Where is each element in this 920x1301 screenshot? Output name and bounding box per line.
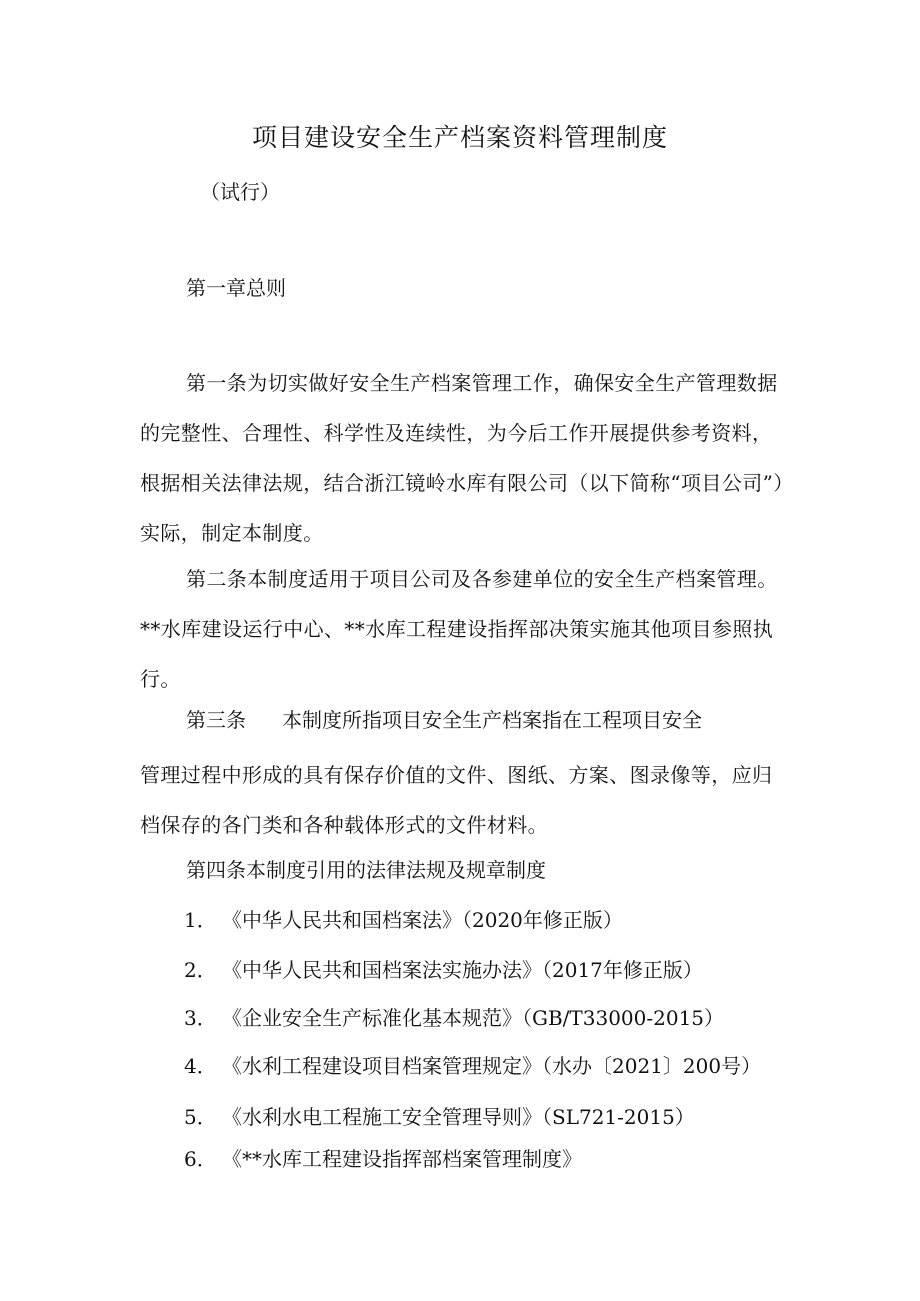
reference-item [184, 954, 703, 983]
chapter-heading: 第一章总则 [186, 276, 286, 300]
reference-text: 《中华人民共和国档案法实施办法》（2017年修正版） [222, 958, 703, 982]
reference-number: 2． [184, 958, 217, 982]
document-title: 项目建设安全生产档案资料管理制度 [251, 123, 668, 152]
document-subtitle: （试行） [200, 180, 280, 204]
reference-text: 《水利工程建设项目档案管理规定》（水办〔2021〕200号） [222, 1054, 762, 1078]
article-3-head-text: 本制度所指项目安全生产档案指在工程项目安全 [282, 708, 702, 732]
article-1: 第一条为切实做好安全生产档案管理工作，确保安全生产管理数据的完整性、合理性、科学性及连续性，为今后工作开展提供参考资料，根据相关法律法规，结合浙江镜岭水库有限公司（以下简称“项目公司”）实际，制定本制度。 [140, 371, 784, 545]
reference-text: 《企业安全生产标准化基本规范》（GB/T33000-2015） [222, 1006, 725, 1030]
article-3-body: 管理过程中形成的具有保存价值的文件、图纸、方案、图录像等，应归档保存的各门类和各种载体形式的文件材料。 [140, 763, 773, 837]
reference-number: 4． [184, 1054, 217, 1078]
reference-item [184, 1002, 724, 1031]
reference-number: 3． [184, 1006, 217, 1030]
reference-number: 1． [184, 908, 217, 932]
reference-item [184, 1143, 582, 1172]
reference-number: 5． [184, 1105, 217, 1129]
reference-number: 6． [184, 1147, 217, 1171]
reference-text: 《**水库工程建设指挥部档案管理制度》 [222, 1147, 582, 1171]
article-3-label: 第三条 [186, 708, 246, 732]
reference-item [184, 1050, 761, 1079]
article-2: 第二条本制度适用于项目公司及各参建单位的安全生产档案管理。**水库建设运行中心、**水库工程建设指挥部决策实施其他项目参照执行。 [140, 567, 778, 691]
reference-text: 《水利水电工程施工安全管理导则》（SL721-2015） [222, 1105, 695, 1129]
article-4: 第四条本制度引用的法律法规及规章制度 [186, 858, 546, 882]
reference-text: 《中华人民共和国档案法》（2020年修正版） [222, 908, 623, 932]
article-3-heading [186, 704, 702, 733]
reference-item [184, 904, 623, 933]
reference-item [184, 1101, 695, 1130]
